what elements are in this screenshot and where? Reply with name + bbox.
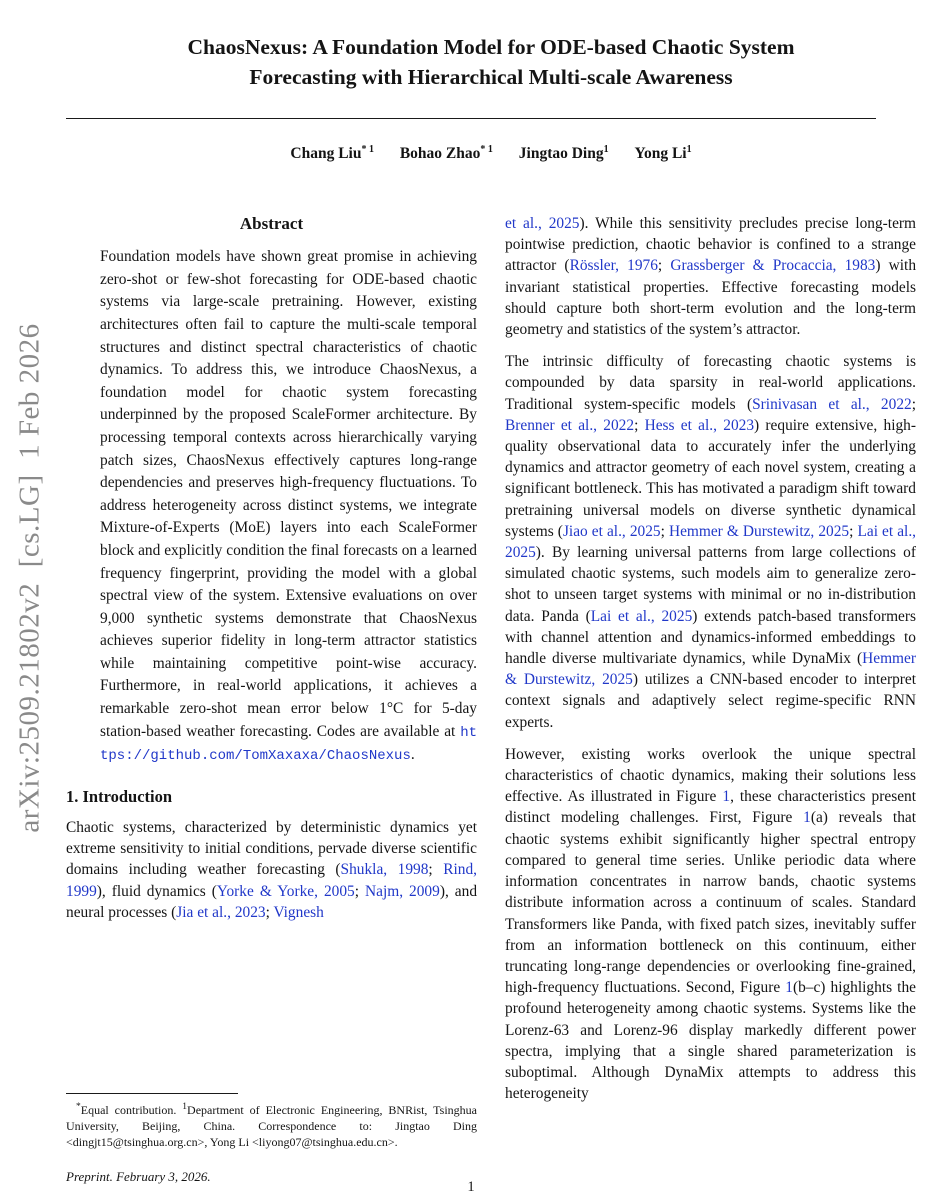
paper-title	[66, 32, 916, 92]
author-name: Jingtao Ding	[518, 145, 604, 162]
two-column-body	[66, 213, 916, 1187]
citation-link[interactable]: et al., 2025	[505, 215, 580, 232]
text-segment: ;	[911, 395, 916, 413]
citation-link[interactable]: Jia et al., 2023	[176, 903, 266, 921]
author-superscript: 1	[686, 143, 692, 155]
citation-link[interactable]: Najm, 2009	[365, 882, 440, 900]
text-segment: (b–c) highlights the profound heterogeneity among chaotic systems. Systems like the Lorenz-63 and Lorenz-96 display markedly different power spectra, implying that a single shared parameterization is suboptimal. Although DynaMix attempts to address this heterogeneity	[505, 979, 916, 1103]
author	[519, 145, 609, 162]
page-number: 1	[467, 1179, 475, 1195]
author-superscript: 1	[603, 143, 609, 155]
text-segment: However, existing works overlook the unique spectral characteristics of chaotic dynamics, making their solutions less effective. As illustrated in Figure	[505, 745, 916, 806]
citation-link[interactable]: Vignesh	[273, 903, 324, 921]
citation-link[interactable]: Brenner et al., 2022	[505, 416, 635, 434]
text-segment: , these characteristics present distinct modeling challenges. First, Figure	[505, 788, 916, 827]
text-segment: ). While this sensitivity precludes precise long-term pointwise prediction, chaotic behavior is confined to a strange attractor (	[505, 215, 917, 275]
citation-link[interactable]: Hemmer & Durstewitz, 2025	[505, 650, 916, 689]
text-segment: ) with invariant statistical properties. Effective forecasting models should capture both short-term evolution and the long-term geometry and statistics of the system’s attractor.	[505, 257, 917, 339]
abstract-heading: Abstract	[239, 214, 304, 233]
text-segment: ;	[354, 882, 366, 900]
citation-link[interactable]: Lai et al., 2025	[590, 607, 693, 625]
paper-title-line2: Forecasting with Hierarchical Multi-scale Awareness	[249, 65, 733, 89]
citation-link[interactable]: Rössler, 1976	[569, 257, 658, 275]
citation-link[interactable]: Lai et al., 2025	[505, 522, 917, 562]
text-segment: ). By learning universal patterns from large collections of simulated chaotic systems, such models aim to generalize zero-shot to unseen target systems with minimal or no in-distribution data. Panda (	[505, 544, 916, 625]
figure-1-reference[interactable]: 1	[803, 809, 811, 827]
github-repo-link[interactable]: https://github.com/TomXaxaxa/ChaosNexus	[100, 724, 477, 765]
text-segment: .	[410, 746, 415, 764]
citation-link[interactable]: Hess et al., 2023	[644, 416, 755, 434]
citation-link[interactable]: Srinivasan et al., 2022	[752, 395, 912, 413]
author	[400, 145, 493, 162]
citation-link[interactable]: Hemmer & Durstewitz, 2025	[668, 522, 850, 540]
figure-1-reference[interactable]: 1	[722, 788, 731, 806]
citation-link[interactable]: Rind, 1999	[66, 861, 477, 900]
text-segment: ;	[428, 861, 444, 879]
author	[290, 145, 374, 162]
text-segment: ;	[657, 257, 671, 275]
text-segment: ;	[634, 416, 645, 434]
text-segment: ;	[265, 903, 274, 921]
body-paragraph	[505, 213, 916, 340]
text-segment: ;	[660, 522, 669, 540]
text-segment: 1	[182, 1101, 188, 1112]
author-name: Yong Li	[634, 145, 687, 162]
right-column	[505, 213, 916, 1187]
arxiv-watermark: arXiv:2509.21802v2 [cs.LG] 1 Feb 2026	[13, 323, 46, 833]
text-segment: ), fluid dynamics (	[96, 882, 217, 900]
text-segment: Department of Electronic Engineering, BNRist, Tsinghua University, Beijing, China. Correspondence to: Jingtao Ding <dingjt15@tsinghua.org.cn>, Yong Li <liyong07@tsinghua.edu.cn>.	[66, 1102, 477, 1149]
author-superscript: * 1	[361, 143, 374, 155]
paper-title-line1: ChaosNexus: A Foundation Model for ODE-based Chaotic System	[187, 35, 795, 59]
text-segment: *	[76, 1101, 81, 1112]
text-segment: Foundation models have shown great promise in achieving zero-shot or few-shot forecasting for ODE-based chaotic systems via large-scale pretraining. However, existing architectures often fail to capture the multi-scale temporal structures and distinct spectral characteristics of chaotic dynamics. To address this, we introduce ChaosNexus, a foundation model for chaotic system forecasting underpinned by the proposed ScaleFormer architecture. By processing temporal contexts across hierarchically varying patch sizes, ChaosNexus effectively captures long-range dependencies and preserves high-frequency fluctuations. To address heterogeneity across distinct systems, we integrate Mixture-of-Experts (MoE) layers into each ScaleFormer block and explicitly condition the final forecasts on a learned frequency fingerprint, providing the model with a global spectral view of the system. Extensive evaluations on over 9,000 synthetic systems demonstrate that ChaosNexus achieves superior fidelity in long-term attractor statistics while maintaining competitive point-wise accuracy. Furthermore, in real-world applications, it achieves a remarkable zero-shot mean error below 1°C for 5-day station-based weather forecasting. Codes are available at	[100, 248, 477, 740]
abstract-text	[66, 246, 477, 768]
footnote-rule	[66, 1093, 238, 1094]
text-segment: ) utilizes a CNN-based encoder to interpret context signals and adaptively select regime-specific RNN experts.	[505, 671, 917, 731]
text-segment: ), and neural processes (	[66, 882, 478, 921]
preprint-note: Preprint. February 3, 2026.	[66, 1168, 211, 1184]
text-segment: ) require extensive, high-quality observational data to accurately infer the underlying dynamics and attractor geometry of each novel system, creating a significant bottleneck. This has motivated a paradigm shift toward pretraining universal models on diverse synthetic dynamical systems (	[505, 416, 916, 540]
citation-link[interactable]: Jiao et al., 2025	[562, 522, 661, 540]
citation-link[interactable]: Grassberger & Procaccia, 1983	[670, 257, 876, 275]
text-segment: (a) reveals that chaotic systems exhibit significantly higher spectral entropy compared to general time series. Unlike periodic data where information concentrates in narrow bands, chaotic systems distribute information across a continuum of scales. Standard Transformers like Panda, with fixed patch sizes, inevitably suffer from an information bottleneck on this continuum, either truncating long-range dependencies or overlooking fine-grained, high-frequency fluctuations. Second, Figure	[505, 809, 916, 997]
figure-1-reference[interactable]: 1	[785, 979, 793, 997]
text-segment: ) extends patch-based transformers with channel attention and dynamics-informed embeddings to handle diverse multivariate dynamics, while DynaMix (	[505, 607, 916, 668]
left-column	[66, 213, 477, 1187]
body-paragraph	[505, 351, 916, 733]
text-segment: Equal contribution.	[80, 1102, 183, 1117]
citation-link[interactable]: Yorke & Yorke, 2005	[216, 882, 355, 900]
body-paragraph	[505, 744, 916, 1104]
footnote-block	[66, 1093, 477, 1187]
intro-paragraph	[66, 817, 477, 923]
author	[634, 145, 691, 162]
section-heading-introduction: 1. Introduction	[66, 786, 173, 806]
title-rule	[66, 118, 876, 119]
author-name: Bohao Zhao	[399, 145, 481, 162]
text-segment: The intrinsic difficulty of forecasting chaotic systems is compounded by data sparsity in real-world applications. Traditional system-specific models (	[505, 353, 916, 413]
footnote-text	[66, 1102, 477, 1150]
text-segment: ;	[849, 522, 858, 540]
author-superscript: * 1	[480, 143, 493, 155]
author-name: Chang Liu	[290, 145, 362, 162]
citation-link[interactable]: Shukla, 1998	[340, 861, 429, 879]
authors-line	[66, 145, 916, 163]
text-segment: Chaotic systems, characterized by deterministic dynamics yet extreme sensitivity to initial conditions, pervade diverse scientific domains including weather forecasting (	[66, 819, 477, 879]
